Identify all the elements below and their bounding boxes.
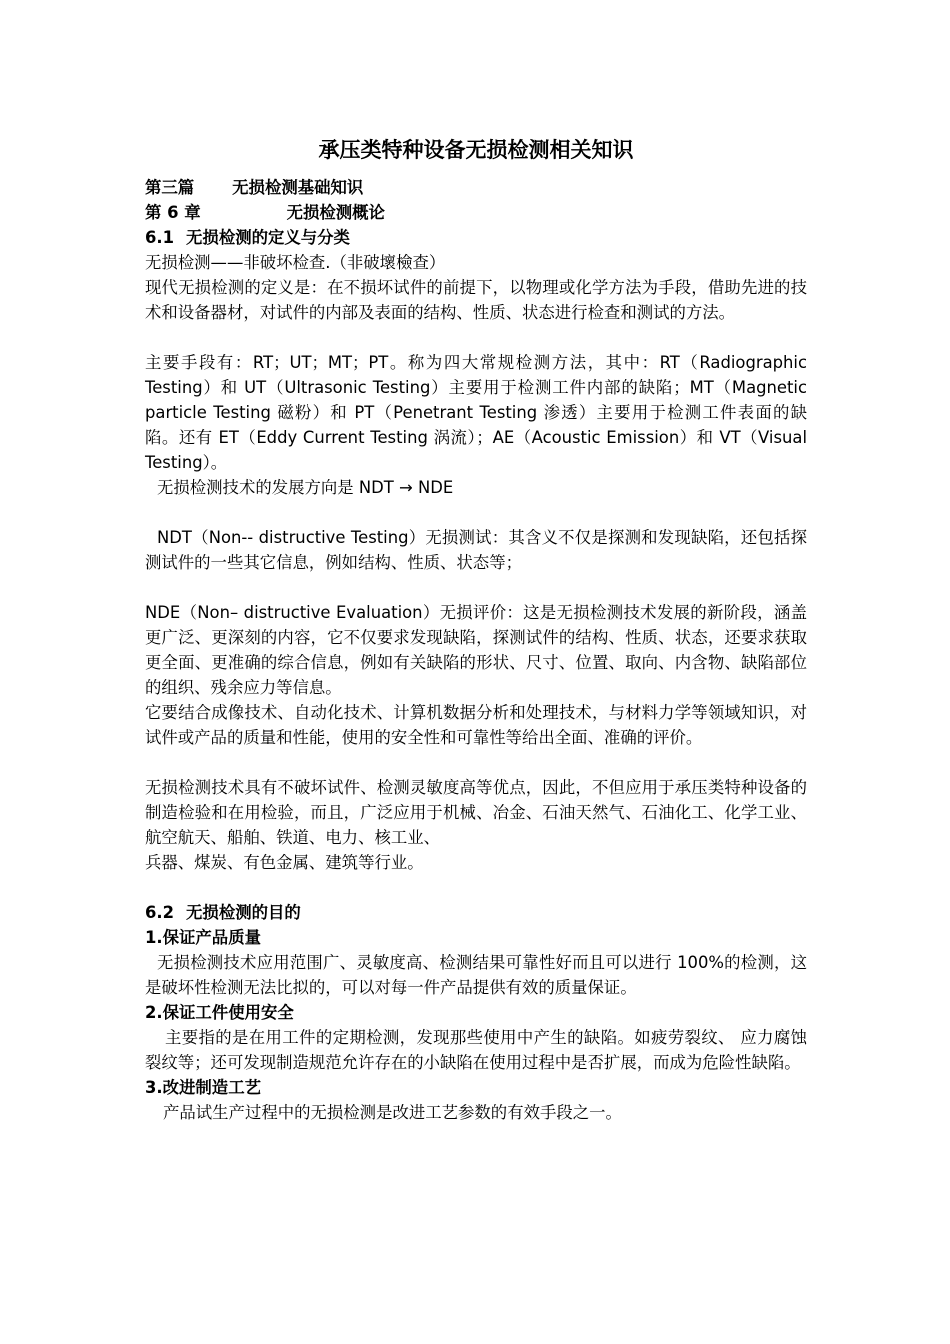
- section-title: 无损检测的定义与分类: [186, 228, 350, 247]
- spacer: [145, 500, 807, 525]
- purpose-3-title: 3.改进制造工艺: [145, 1078, 261, 1097]
- document-body: [145, 135, 807, 1125]
- chapter-name: 无损检测概论: [286, 203, 385, 222]
- part-heading: [145, 175, 807, 200]
- section-number: 6.1: [145, 228, 175, 247]
- section-title: 无损检测的目的: [186, 903, 301, 922]
- paragraph-development-direction: 无损检测技术的发展方向是 NDT → NDE: [157, 478, 454, 497]
- paragraph-nde-explanation: NDE（Non– distructive Evaluation）无损评价：这是无损检测技术发展的新阶段，涵盖更广泛、更深刻的内容，它不仅要求发现缺陷，探测试件的结构、性质、状态，还要求获取更全面、更准确的综合信息，例如有关缺陷的形状、尺寸、位置、取向、内含物、缺陷部位的组织、残余应力等信息。: [145, 603, 807, 697]
- document-title: 承压类特种设备无损检测相关知识: [318, 138, 634, 162]
- paragraph-main-methods: 主要手段有：RT；UT；MT；PT。称为四大常规检测方法，其中：RT（Radiographic Testing）和 UT（Ultrasonic Testing）主要用于检测工件内部的缺陷；MT（Magnetic particle Testing 磁粉）和 PT（Penetrant Testing 渗透）主要用于检测工件表面的缺陷。还有 ET（Eddy Current Testing 涡流）；AE（Acoustic Emission）和 VT（Visual Testing）。: [145, 353, 807, 472]
- purpose-2-title: 2.保证工件使用安全: [145, 1003, 294, 1022]
- section-number: 6.2: [145, 903, 175, 922]
- paragraph-applications-cont: 兵器、煤炭、有色金属、建筑等行业。: [145, 853, 424, 872]
- part-name: 无损检测基础知识: [232, 178, 364, 197]
- spacer: [145, 750, 807, 775]
- paragraph-ndt-term: 无损检测——非破坏检查.（非破壞檢查）: [145, 253, 446, 272]
- purpose-2-text: 主要指的是在用工件的定期检测，发现那些使用中产生的缺陷。如疲劳裂纹、 应力腐蚀裂纹等；还可发现制造规范允许存在的小缺陷在使用过程中是否扩展，而成为危险性缺陷。: [145, 1028, 807, 1072]
- purpose-3-text: 产品试生产过程中的无损检测是改进工艺参数的有效手段之一。: [163, 1103, 622, 1122]
- purpose-1-text: 无损检测技术应用范围广、灵敏度高、检测结果可靠性好而且可以进行 100%的检测，这是破坏性检测无法比拟的，可以对每一件产品提供有效的质量保证。: [145, 953, 807, 997]
- paragraph-ndt-explanation: NDT（Non-- distructive Testing）无损测试：其含义不仅是探测和发现缺陷，还包括探测试件的一些其它信息，例如结构、性质、状态等；: [145, 528, 807, 572]
- part-number: 第三篇: [145, 178, 195, 197]
- spacer: [145, 875, 807, 900]
- chapter-number: 第 6 章: [145, 203, 201, 222]
- section-6-2-heading: [145, 900, 807, 925]
- section-6-1-heading: [145, 225, 807, 250]
- spacer: [145, 575, 807, 600]
- spacer: [145, 325, 807, 350]
- paragraph-ndt-definition: 现代无损检测的定义是：在不损坏试件的前提下，以物理或化学方法为手段，借助先进的技术和设备器材，对试件的内部及表面的结构、性质、状态进行检查和测试的方法。: [145, 278, 807, 322]
- chapter-heading: [145, 200, 807, 225]
- purpose-1-title: 1.保证产品质量: [145, 928, 261, 947]
- paragraph-applications: 无损检测技术具有不破坏试件、检测灵敏度高等优点，因此，不但应用于承压类特种设备的制造检验和在用检验，而且，广泛应用于机械、冶金、石油天然气、石油化工、化学工业、航空航天、船舶、铁道、电力、核工业、: [145, 778, 807, 847]
- paragraph-nde-methods: 它要结合成像技术、自动化技术、计算机数据分析和处理技术，与材料力学等领域知识，对试件或产品的质量和性能，使用的安全性和可靠性等给出全面、准确的评价。: [145, 703, 807, 747]
